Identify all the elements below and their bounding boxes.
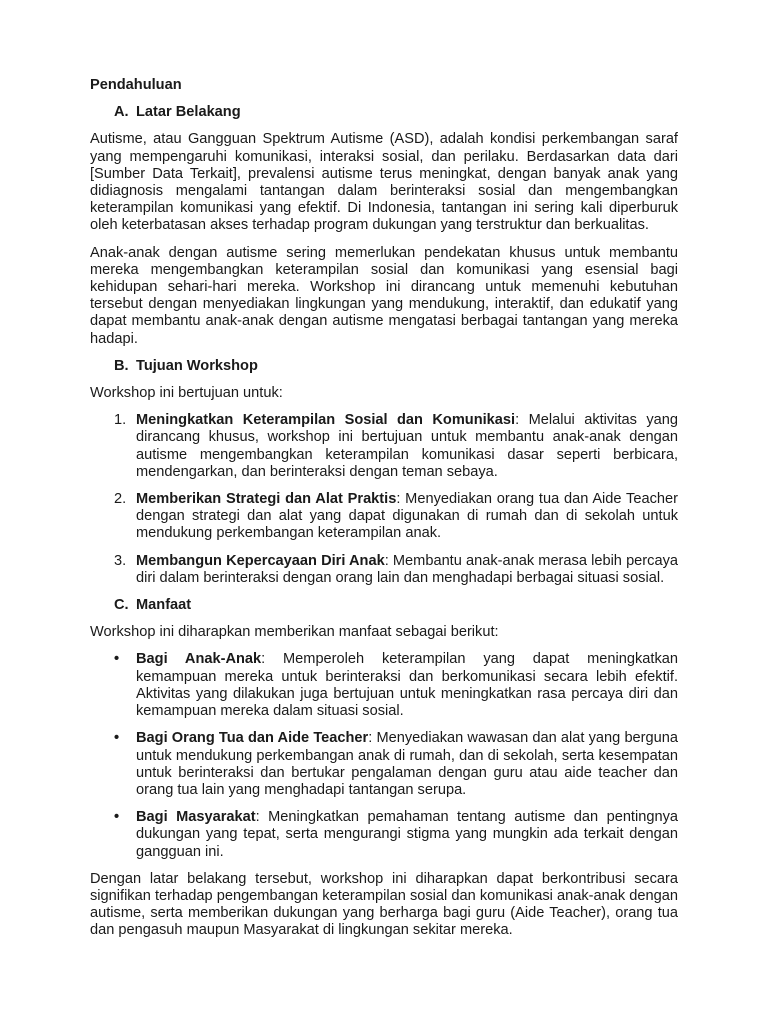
list-item-text: : Memperoleh keterampilan yang dapat meningkatkan kemampuan mereka untuk berinteraksi dan berkomunikasi secara lebih efektif. Aktivitas yang dilakukan juga bertujuan untuk meningkatkan rasa percaya diri dan kemampuan mereka dalam situasi sosial.: [136, 651, 678, 720]
document-page: [90, 77, 678, 940]
list-item-text: : Menyediakan wawasan dan alat yang berguna untuk mendukung perkembangan anak di rumah, dan di sekolah, serta kesempatan untuk berinteraksi dan bertukar pengalaman dengan guru atau aide teacher dan orang tua lain yang menghadapi tantangan serupa.: [136, 730, 678, 798]
paragraph: Anak-anak dengan autisme sering memerlukan pendekatan khusus untuk membantu mereka mengembangkan keterampilan sosial dan komunikasi yang esensial bagi kehidupan sehari-hari mereka. Workshop ini dirancang untuk memenuhi kebutuhan tersebut dengan menyediakan lingkungan yang mendukung, interaktif, dan edukatif yang dapat membantu anak-anak dengan autisme mengatasi berbagai tantangan yang mereka hadapi.: [90, 244, 678, 347]
section-title: Latar Belakang: [136, 104, 241, 121]
list-item-body: [136, 412, 678, 481]
section-letter: A.: [114, 104, 129, 121]
section-title: Tujuan Workshop: [136, 357, 258, 374]
section-letter: C.: [114, 597, 129, 614]
list-item-label: Bagi Orang Tua dan Aide Teacher: [136, 730, 369, 747]
list-item: [90, 730, 678, 799]
closing-paragraph: Dengan latar belakang tersebut, workshop ini diharapkan dapat berkontribusi secara signifikan terhadap pengembangan keterampilan sosial dan komunikasi anak-anak dengan autisme, serta memberikan dukungan yang berharga bagi guru (Aide Teacher), orang tua dan pengasuh maupun Masyarakat di lingkungan sekitar mereka.: [90, 870, 678, 939]
list-item-label: Memberikan Strategi dan Alat Praktis: [136, 491, 397, 508]
list-item-body: [136, 730, 678, 799]
paragraph: Workshop ini bertujuan untuk:: [90, 385, 283, 402]
list-number: 3.: [114, 552, 127, 569]
list-number: 1.: [114, 412, 127, 429]
bullet-list: [90, 651, 678, 860]
section-title: Manfaat: [136, 597, 192, 614]
list-item-label: Bagi Masyarakat: [136, 809, 256, 826]
list-item-text: : Melalui aktivitas yang dirancang khusus, workshop ini bertujuan untuk membantu anak-anak dengan autisme mengembangkan keterampilan komunikasi dasar seperti berbicara, mendengarkan, dan berinteraksi dengan teman sebaya.: [136, 412, 678, 480]
section-heading-tujuan-workshop: [114, 358, 678, 375]
bullet-icon: •: [114, 809, 120, 826]
list-item: [90, 412, 678, 481]
list-item-body: [136, 491, 678, 543]
list-item: [90, 491, 678, 543]
bullet-icon: •: [114, 730, 120, 747]
section-heading-manfaat: [114, 597, 678, 614]
list-item-text: : Membantu anak-anak merasa lebih percaya diri dalam berinteraksi dengan orang lain dan menghadapi berbagai situasi sosial.: [136, 552, 678, 586]
section-letter: B.: [114, 357, 129, 374]
list-item: [90, 553, 678, 587]
paragraph: Autisme, atau Gangguan Spektrum Autisme (ASD), adalah kondisi perkembangan saraf yang mempengaruhi komunikasi, interaksi sosial, dan perilaku. Berdasarkan data dari [Sumber Data Terkait], prevalensi autisme terus meningkat, dengan banyak anak yang didiagnosis mengalami tantangan dalam berinteraksi sosial dan mengembangkan keterampilan komunikasi yang efektif. Di Indonesia, tantangan ini sering kali diperburuk oleh keterbatasan akses terhadap program dukungan yang terstruktur dan berkualitas.: [90, 131, 678, 234]
list-item-body: [136, 553, 678, 587]
list-item: [90, 651, 678, 720]
list-item-text: : Meningkatkan pemahaman tentang autisme dan pentingnya dukungan yang tepat, serta mengurangi stigma yang mungkin ada terkait dengan gangguan ini.: [136, 809, 678, 860]
list-item-label: Membangun Kepercayaan Diri Anak: [136, 552, 385, 569]
list-item: [90, 809, 678, 861]
list-item-label: Meningkatkan Keterampilan Sosial dan Komunikasi: [136, 412, 516, 429]
list-item-text: : Menyediakan orang tua dan Aide Teacher dengan strategi dan alat yang dapat digunakan di rumah dan di sekolah untuk mendukung perkembangan keterampilan anak.: [136, 491, 678, 542]
section-heading-latar-belakang: [114, 104, 678, 121]
list-item-body: [136, 809, 678, 861]
list-number: 2.: [114, 491, 127, 508]
list-item-body: [136, 651, 678, 720]
numbered-list: [90, 412, 678, 587]
list-item-label: Bagi Anak-Anak: [136, 651, 262, 668]
document-title: Pendahuluan: [90, 77, 182, 93]
bullet-icon: •: [114, 651, 120, 668]
paragraph: Workshop ini diharapkan memberikan manfaat sebagai berikut:: [90, 624, 499, 641]
